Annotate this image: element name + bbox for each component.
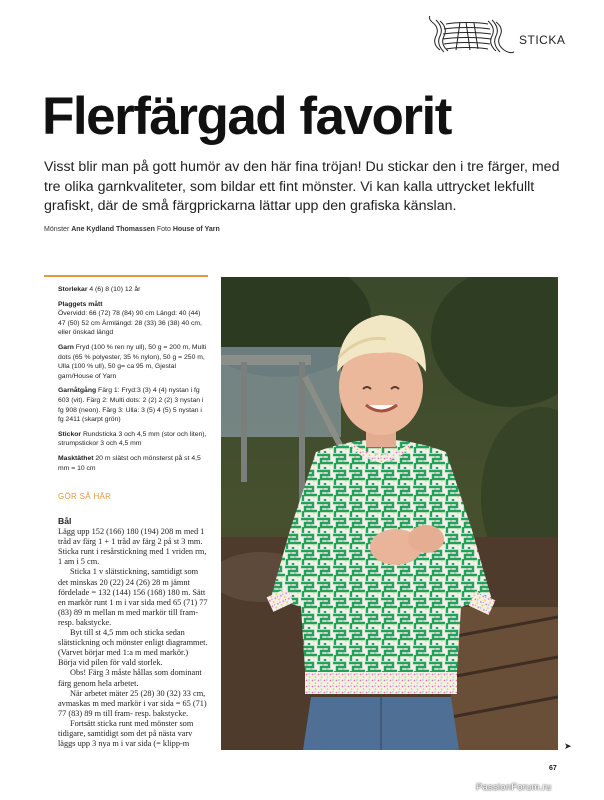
pattern-paragraph: Byt till st 4,5 mm och sticka sedan slätstickning och mönster enligt diagrammet. (Varvet börjar med 1:a m med markör.) Börja vid pilen för vald storlek. (58, 628, 208, 668)
facts-box (44, 275, 208, 478)
fact-text: 20 m slätst och mönsterst på st 4,5 mm = 10 cm (58, 454, 201, 472)
yarn-skein-icon (426, 16, 516, 56)
fact-measurements (58, 300, 208, 338)
fact-yarn (58, 343, 208, 381)
fact-label: Garn (58, 343, 74, 351)
fact-label: Masktäthet (58, 454, 94, 462)
page-number: 67 (549, 765, 557, 772)
pattern-credit-label: Mönster (44, 226, 70, 233)
fact-label: Plaggets mått (58, 300, 103, 308)
fact-sizes (58, 285, 208, 295)
sweater-photo (221, 277, 558, 750)
section-label: STICKA (519, 33, 566, 47)
pattern-section-title: Bål (58, 516, 72, 526)
fact-needles (58, 430, 208, 449)
pattern-instructions (58, 516, 208, 749)
fact-gauge (58, 454, 208, 473)
fact-label: Stickor (58, 430, 82, 438)
fact-label: Storlekar (58, 286, 88, 293)
article-intro: Visst blir man på gott humör av den här fina tröjan! Du stickar den i tre färger, med tre olika garnkvaliteter, som bildar ett fint mönster. Vi kan kalla uttrycket lekfullt grafiskt, där de små färgprickarna lättar upp den grafiska känslan. (44, 159, 560, 214)
pattern-paragraph: Lägg upp 152 (166) 180 (194) 208 m med 1 tråd av färg 1 + 1 tråd av färg 2 på st 3 mm. Sticka runt i resårstickning med 1 vriden rm, 1 am i 5 cm. (58, 527, 207, 567)
watermark: PassionForum.ru (476, 782, 552, 793)
fact-text: Fryd (100 % ren ny ull), 50 g = 200 m, Multi dots (65 % polyester, 35 % nylon), 50 g = 250 m, Ulla (100 % ull), 50 g= ca 95 m, Gjestal garn/House of Yarn (58, 343, 207, 380)
pattern-paragraph: Obs! Färg 3 måste hållas som dominant färg genom hela arbetet. (58, 668, 202, 688)
pattern-credit-name: Ane Kydland Thomassen (71, 226, 155, 233)
fact-text: 4 (6) 8 (10) 12 år (89, 286, 141, 293)
fact-text: Övervidd: 66 (72) 78 (84) 90 cm Längd: 40 (44) 47 (50) 52 cm Ärmlängd: 28 (33) 36 (38) 40 cm, eller önskad längd (58, 310, 202, 337)
article-title: Flerfärgad favorit (42, 87, 451, 146)
howto-heading: GÖR SÅ HÄR (58, 492, 112, 501)
continue-arrow-icon: ➤ (564, 741, 572, 751)
credits (44, 226, 220, 233)
fact-text: Färg 1: Fryd:3 (3) 4 (4) nystan i fg 603 (vit). Färg 2: Multi dots: 2 (2) 2 (2) 3 nystan i fg 908 (neon). Färg 3: Ulla: 3 (5) 4 (5) 5 nystan i fg 2411 (skarpt grön) (58, 387, 204, 424)
pattern-paragraph: När arbetet mäter 25 (28) 30 (32) 33 cm, avmaskas m med markör i var sida = 65 (71) 77 (83) 89 m till fram- resp. bakstycke. (58, 688, 207, 718)
photo-credit-label: Foto (156, 226, 171, 233)
fact-label: Garnåtgång (58, 387, 97, 395)
fact-yarn-amount (58, 386, 208, 424)
photo-credit-name: House of Yarn (172, 226, 220, 233)
pattern-paragraph: Sticka 1 v slätstickning, samtidigt som det minskas 20 (22) 24 (26) 28 m jämnt fördelade = 132 (144) 156 (168) 180 m. Sätt en markör runt 1 m i var sida med 65 (71) 77 (83) 89 m mellan m med markör till fram- resp. bakstycke. (58, 567, 208, 627)
pattern-paragraph: Fortsätt sticka runt med mönster som tidigare, samtidigt som det på nästa varv läggs upp 3 nya m i var sida (= klipp-m (58, 718, 194, 749)
fact-text: Rundsticka 3 och 4,5 mm (stor och liten), strumpstickor 3 och 4,5 mm (58, 430, 207, 448)
